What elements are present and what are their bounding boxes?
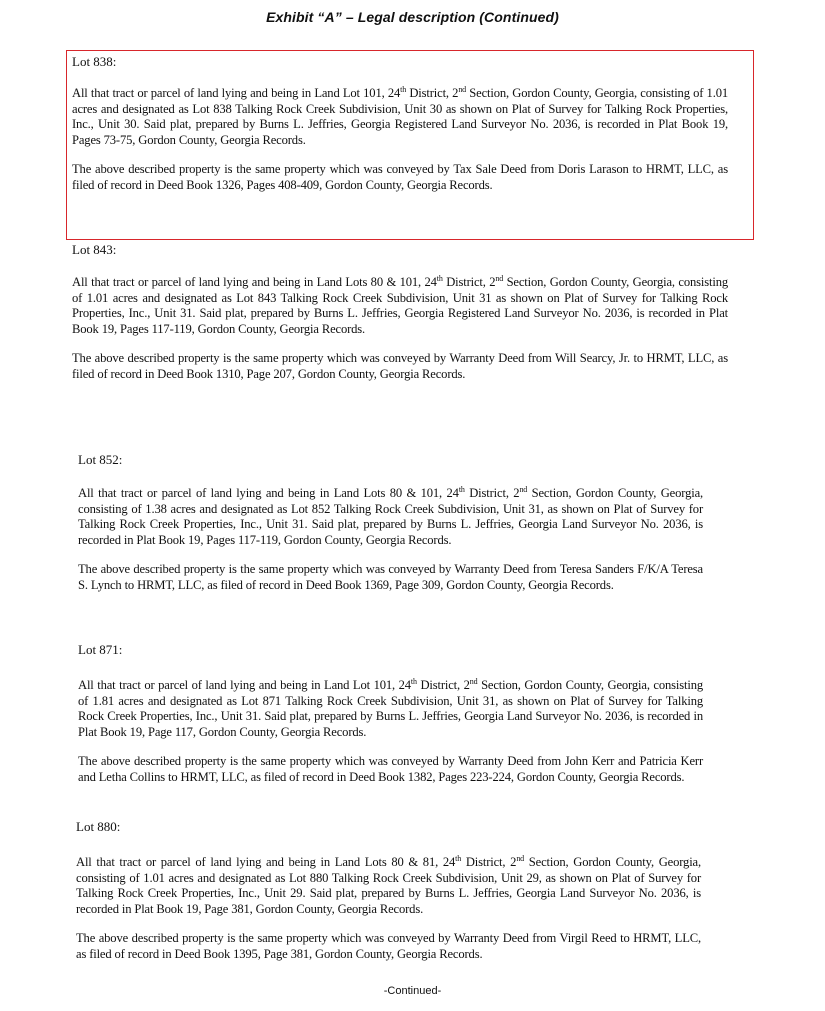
lot-heading: Lot 871: (78, 642, 123, 657)
conveyance-description: The above described property is the same property which was conveyed by Tax Sale Deed from Doris Larason to HRMT, LLC, as filed of record in Deed Book 1326, Pages 408-409, Gordon County, Georgia Records. (72, 162, 728, 192)
lot-section-852 (78, 452, 703, 594)
conveyance-description: The above described property is the same property which was conveyed by Warranty Deed from Virgil Reed to HRMT, LLC, as filed of record in Deed Book 1395, Page 381, Gordon County, Georgia Records. (76, 931, 701, 961)
tract-description: All that tract or parcel of land lying and being in Land Lots 80 & 101, 24th District, 2nd Section, Gordon County, Georgia, consisting of 1.38 acres and designated as Lot 852 Talking Rock Creek Subdivision, Unit 31, as shown on Plat of Survey for Talking Rock Creek Properties, Inc., Unit 31. Said plat, prepared by Burns L. Jeffries, Georgia Land Surveyor No. 2036, is recorded in Plat Book 19, Pages 117-119, Gordon County, Georgia Records. (78, 484, 704, 547)
lot-section-843 (72, 242, 728, 383)
tract-description: All that tract or parcel of land lying and being in Land Lot 101, 24th District, 2nd Section, Gordon County, Georgia, consisting of 1.81 acres and designated as Lot 871 Talking Rock Creek Subdivision, Unit 31, as shown on Plat of Survey for Talking Rock Creek Properties, Inc., Unit 31. Said plat, prepared by Burns L. Jeffries, Georgia Land Surveyor No. 2036, is recorded in Plat Book 19, Page 117, Gordon County, Georgia Records. (78, 676, 703, 739)
conveyance-description: The above described property is the same property which was conveyed by Warranty Deed from Teresa Sanders F/K/A Teresa S. Lynch to HRMT, LLC, as filed of record in Deed Book 1369, Page 309, Gordon County, Georgia Records. (78, 562, 703, 592)
tract-description: All that tract or parcel of land lying and being in Land Lots 80 & 101, 24th District, 2nd Section, Gordon County, Georgia, consisting of 1.01 acres and designated as Lot 843 Talking Rock Creek Subdivision, Unit 31 as shown on Plat of Survey for Talking Rock Properties, Inc., Unit 31. Said plat, prepared by Burns L. Jeffries, Georgia Registered Land Surveyor No. 2036, is recorded in Plat Book 19, Pages 117-119, Gordon County, Georgia Records. (72, 273, 728, 336)
lot-heading: Lot 838: (72, 54, 117, 69)
tract-description: All that tract or parcel of land lying and being in Land Lot 101, 24th District, 2nd Section, Gordon County, Georgia, consisting of 1.01 acres and designated as Lot 838 Talking Rock Creek Subdivision, Unit 30 as shown on Plat of Survey for Talking Rock Properties, Inc., Unit 30. Said plat, prepared by Burns L. Jeffries, Georgia Registered Land Surveyor No. 2036, is recorded in Plat Book 19, Pages 73-75, Gordon County, Georgia Records. (72, 84, 728, 147)
conveyance-description: The above described property is the same property which was conveyed by Warranty Deed from John Kerr and Patricia Kerr and Letha Collins to HRMT, LLC, as filed of record in Deed Book 1382, Pages 223-224, Gordon County, Georgia Records. (78, 754, 703, 784)
lot-heading: Lot 852: (78, 452, 123, 467)
lot-heading: Lot 880: (76, 819, 121, 834)
lot-section-880 (76, 819, 701, 963)
tract-description: All that tract or parcel of land lying and being in Land Lots 80 & 81, 24th District, 2nd Section, Gordon County, Georgia, consisting of 1.01 acres and designated as Lot 880 Talking Rock Creek Subdivision, Unit 29, as shown on Plat of Survey for Talking Rock Creek Properties, Inc., Unit 29. Said plat, prepared by Burns L. Jeffries, Georgia Land Surveyor No. 2036, is recorded in Plat Book 19, Page 381, Gordon County, Georgia Records. (76, 853, 701, 916)
lot-heading: Lot 843: (72, 242, 117, 257)
lot-section-838 (72, 54, 728, 194)
conveyance-description: The above described property is the same property which was conveyed by Warranty Deed from Will Searcy, Jr. to HRMT, LLC, as filed of record in Deed Book 1310, Page 207, Gordon County, Georgia Records. (72, 351, 728, 381)
lot-section-871 (78, 642, 703, 786)
document-title: Exhibit “A” – Legal description (Continued) (266, 9, 559, 25)
page-footer: -Continued- (383, 985, 442, 997)
